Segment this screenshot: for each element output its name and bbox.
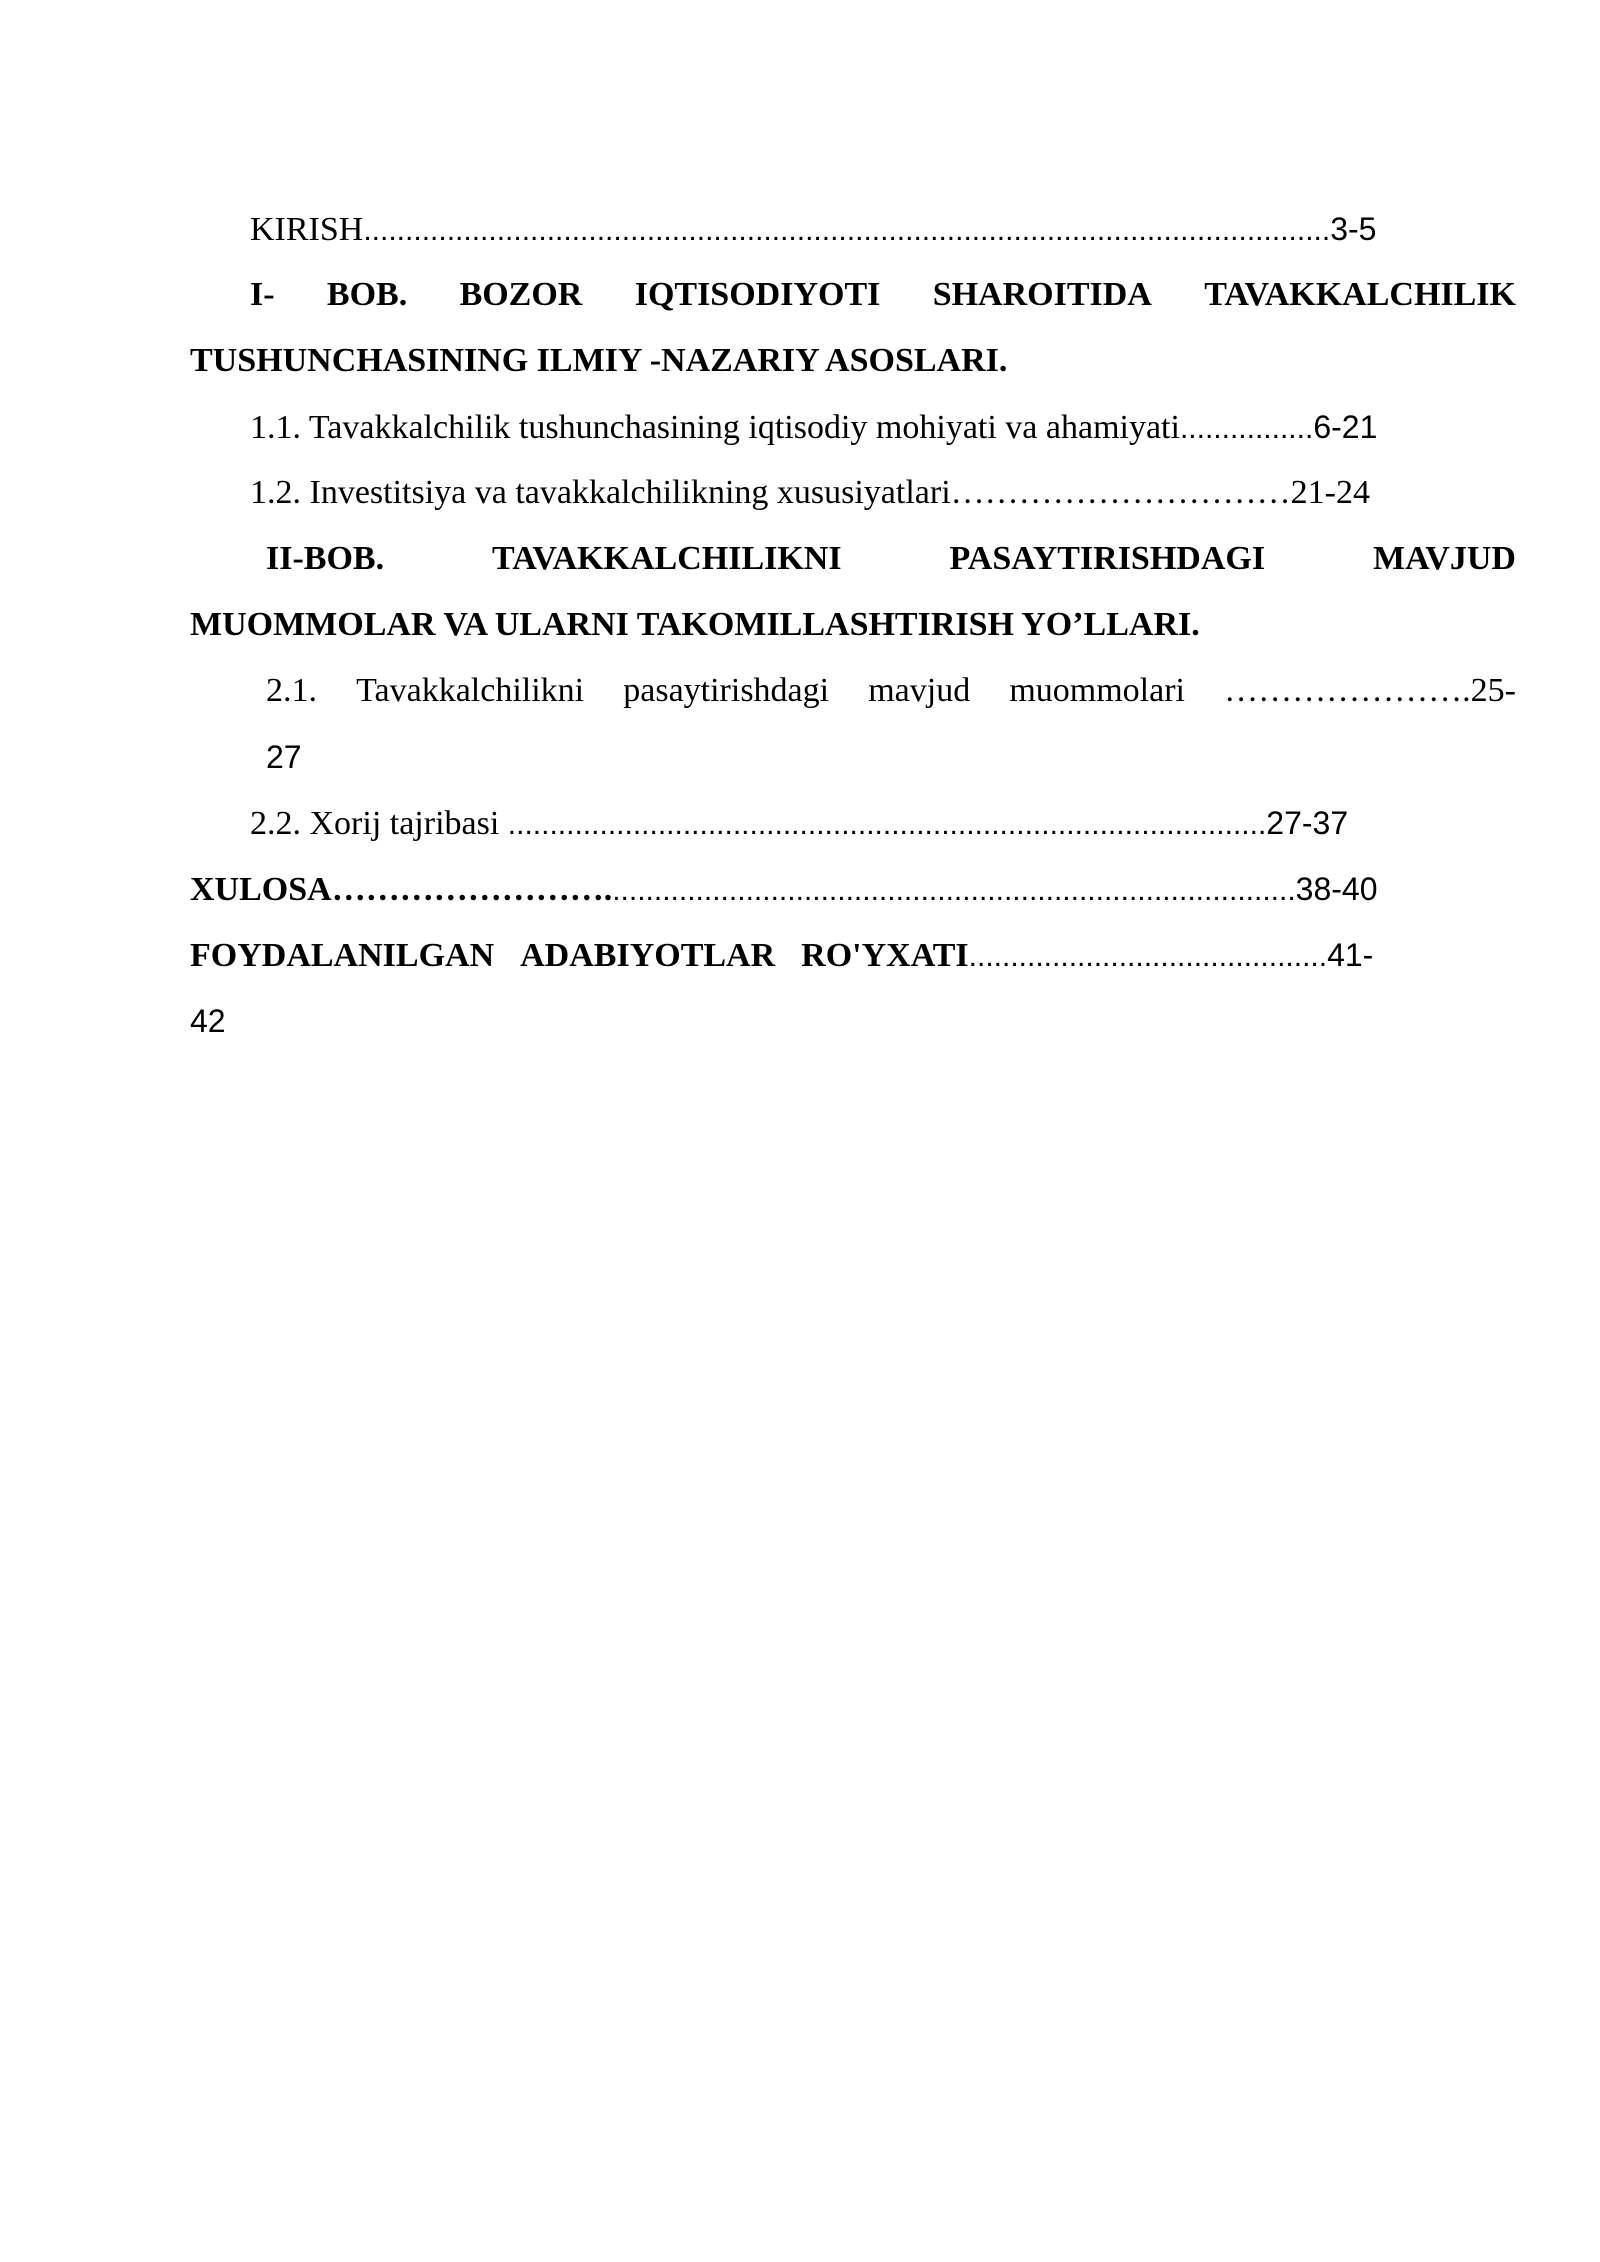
heading-word: TAVAKKALCHILIKNI bbox=[492, 540, 842, 577]
toc-page-range: 3-5 bbox=[1330, 211, 1377, 247]
heading-word: IQTISODIYOTI bbox=[634, 276, 881, 313]
toc-entry-2-1 bbox=[190, 658, 1516, 724]
toc-dot-leader: ........................................................................................... bbox=[507, 808, 1267, 841]
toc-page-range: 27 bbox=[266, 739, 302, 775]
toc-dot-leader: ................ bbox=[1179, 412, 1314, 445]
toc-dot-leader: .................................................................................................................... bbox=[363, 214, 1331, 247]
toc-label: KIRISH bbox=[250, 211, 364, 248]
toc-entry-kirish bbox=[190, 196, 1516, 262]
toc-label-word: ADABIYOTLAR bbox=[520, 937, 776, 974]
toc-page-range: 27-37 bbox=[1266, 805, 1349, 841]
toc-word: Tavakkalchilikni bbox=[356, 672, 585, 709]
toc-word: muommolari bbox=[1009, 672, 1185, 709]
heading-text: MUOMMOLAR VA ULARNI TAKOMILLASHTIRISH YO’LLARI. bbox=[190, 606, 1200, 643]
table-of-contents bbox=[190, 196, 1516, 1054]
toc-word: pasaytirishdagi bbox=[623, 672, 830, 709]
toc-dot-leader: ………………………… bbox=[950, 474, 1291, 511]
toc-page-range: 41- bbox=[1327, 937, 1374, 973]
toc-label-word: FOYDALANILGAN bbox=[190, 937, 495, 974]
toc-entry-1-1 bbox=[190, 394, 1516, 460]
heading-word: MAVJUD bbox=[1373, 540, 1516, 577]
heading-word: I- bbox=[250, 276, 275, 313]
toc-dot-leader: ........................................... bbox=[968, 940, 1328, 973]
toc-entry-xulosa bbox=[190, 856, 1516, 922]
heading-word: TAVAKKALCHILIK bbox=[1204, 276, 1516, 313]
toc-chapter-1-heading bbox=[190, 262, 1516, 328]
toc-chapter-1-heading-continuation bbox=[190, 328, 1516, 394]
toc-page-range: 21-24 bbox=[1290, 474, 1370, 511]
toc-label: 1.2. Investitsiya va tavakkalchilikning xususiyatlari bbox=[250, 474, 951, 511]
toc-entry-references bbox=[190, 922, 1516, 988]
toc-word: 2.1. bbox=[266, 672, 317, 709]
toc-entry-2-1-continuation bbox=[190, 724, 1516, 790]
toc-label: XULOSA bbox=[190, 871, 332, 908]
toc-label: 1.1. Tavakkalchilik tushunchasining iqtisodiy mohiyati va ahamiyati bbox=[250, 409, 1180, 446]
toc-page-range: 6-21 bbox=[1313, 409, 1378, 445]
toc-entry-references-continuation bbox=[190, 988, 1516, 1054]
toc-page-range: 38-40 bbox=[1295, 871, 1378, 907]
heading-word: BOZOR bbox=[459, 276, 583, 313]
toc-chapter-2-heading bbox=[190, 526, 1516, 592]
toc-dot-leader: .................................................................................. bbox=[612, 874, 1296, 907]
toc-dot-leader-bold: ……………………. bbox=[331, 871, 613, 908]
toc-word-pages: ………………….25- bbox=[1224, 672, 1516, 709]
heading-word: BOB. bbox=[326, 276, 408, 313]
toc-label-word: RO'YXATI bbox=[801, 937, 969, 974]
toc-entry-1-2 bbox=[190, 460, 1516, 526]
heading-word: II-BOB. bbox=[266, 540, 385, 577]
toc-word: mavjud bbox=[868, 672, 971, 709]
heading-word: PASAYTIRISHDAGI bbox=[949, 540, 1266, 577]
toc-label: 2.2. Xorij tajribasi bbox=[250, 805, 508, 842]
heading-word: SHAROITIDA bbox=[932, 276, 1152, 313]
toc-page-range: 42 bbox=[190, 1003, 226, 1039]
heading-text: TUSHUNCHASINING ILMIY -NAZARIY ASOSLARI. bbox=[190, 342, 1008, 379]
toc-entry-2-2 bbox=[190, 790, 1516, 856]
toc-chapter-2-heading-continuation bbox=[190, 592, 1516, 658]
